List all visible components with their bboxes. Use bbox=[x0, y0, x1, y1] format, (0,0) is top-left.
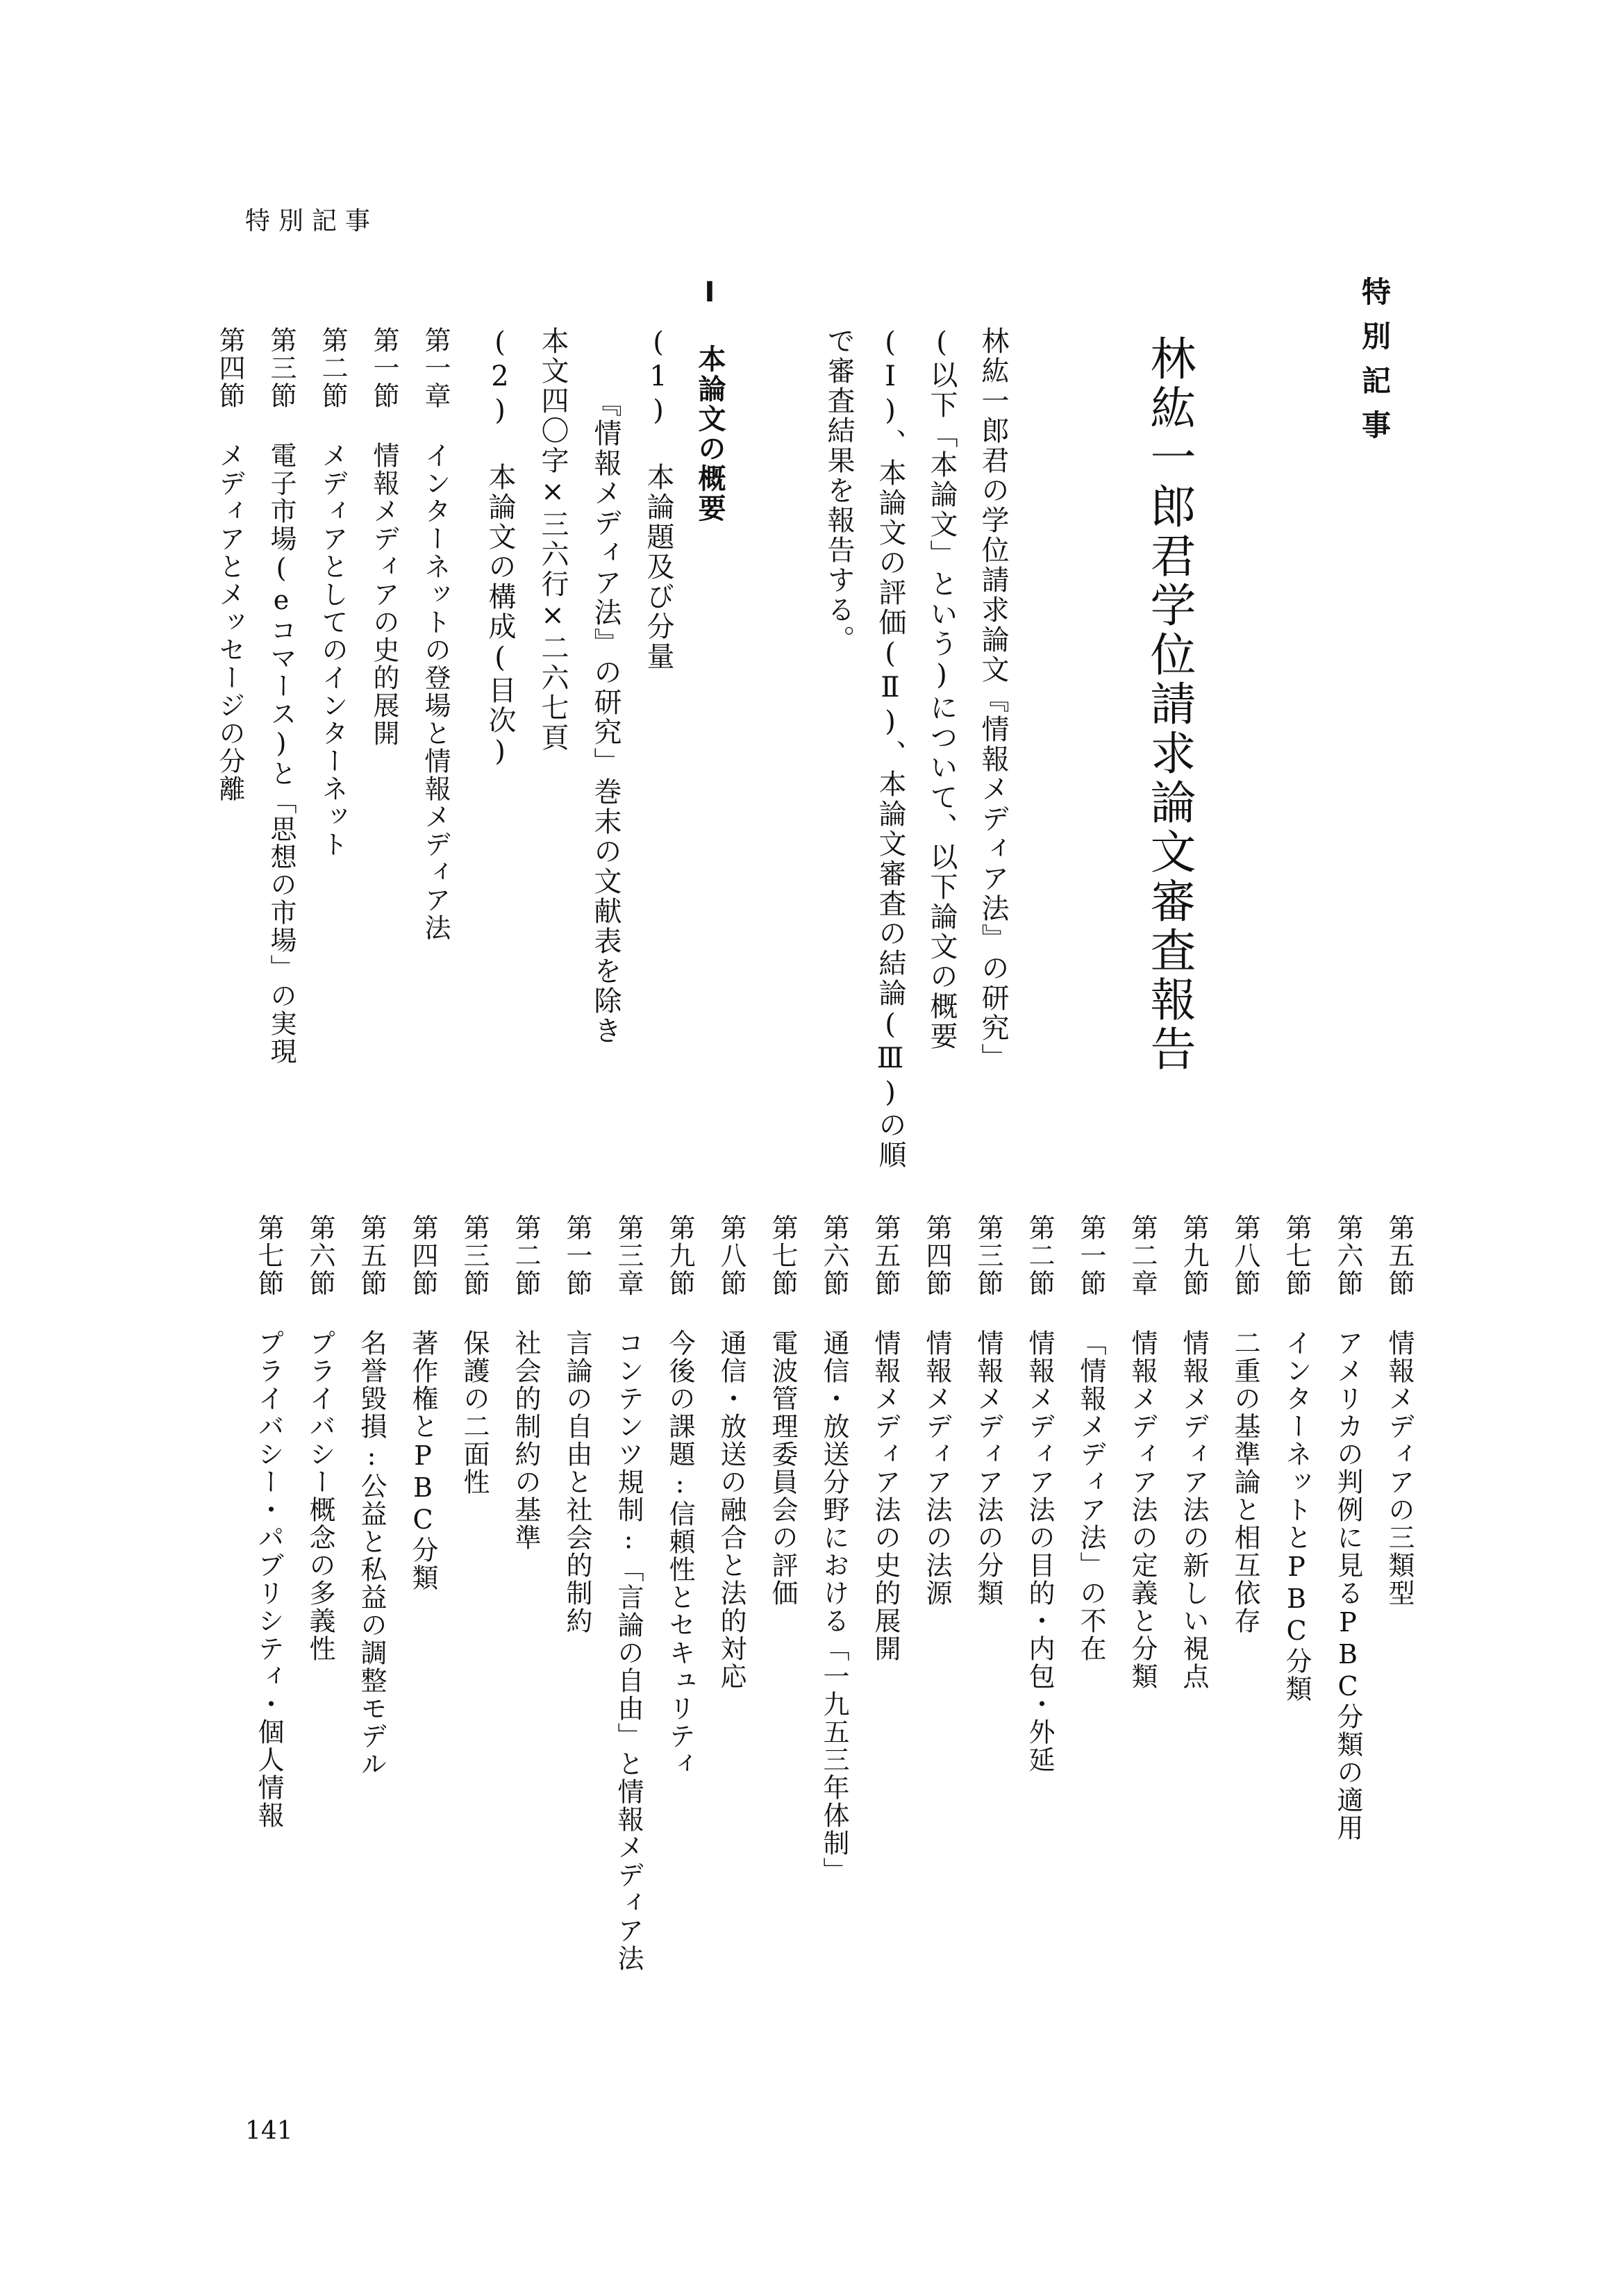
toc-item: 第三章 コンテンツ規制:「言論の自由」と情報メディア法 bbox=[613, 1214, 644, 1972]
toc-item: 第五節 情報メディア法の史的展開 bbox=[870, 1214, 901, 1663]
intro-line: で審査結果を報告する。 bbox=[823, 326, 855, 655]
toc-item: 第四節 情報メディア法の法源 bbox=[921, 1214, 952, 1607]
intro-line: (以下「本論文」という)について、以下論文の概要 bbox=[926, 326, 958, 1051]
toc-item: 第四節 著作権とPBC分類 bbox=[408, 1214, 438, 1592]
toc-item: 第八節 通信・放送の融合と法的対応 bbox=[716, 1214, 747, 1690]
toc-item: 第三節 情報メディア法の分類 bbox=[973, 1214, 1003, 1607]
toc-item: 第一節 言論の自由と社会的制約 bbox=[562, 1214, 592, 1635]
toc-item: 第一節 情報メディアの史的展開 bbox=[369, 326, 399, 747]
subsection-line: 本文四〇字×三六行×二六七頁 bbox=[537, 326, 569, 753]
toc-item: 第六節 アメリカの判例に見るPBC分類の適用 bbox=[1333, 1214, 1363, 1842]
subsection-heading: (2) 本論文の構成(目次) bbox=[484, 326, 516, 770]
toc-item: 第二節 メディアとしてのインターネット bbox=[317, 326, 348, 858]
toc-item: 第九節 今後の課題:信頼性とセキュリティ bbox=[665, 1214, 695, 1778]
toc-item: 第三節 電子市場(eコマース)と「思想の市場」の実現 bbox=[266, 326, 297, 1065]
toc-item: 第二節 情報メディア法の目的・内包・外延 bbox=[1024, 1214, 1055, 1774]
toc-item: 第一節 「情報メディア法」の不在 bbox=[1076, 1214, 1106, 1663]
header-tag: 特別記事 bbox=[1358, 276, 1392, 454]
toc-item: 第七節 電波管理委員会の評価 bbox=[767, 1214, 798, 1607]
toc-item: 第八節 二重の基準論と相互依存 bbox=[1230, 1214, 1260, 1635]
toc-item: 第二章 情報メディア法の定義と分類 bbox=[1127, 1214, 1158, 1690]
toc-item: 第一章 インターネットの登場と情報メディア法 bbox=[420, 326, 451, 942]
page-title: 林紘一郎君学位請求論文審査報告 bbox=[1142, 335, 1196, 1074]
toc-item: 第五節 情報メディアの三類型 bbox=[1384, 1214, 1415, 1607]
toc-item: 第七節 プライバシー・パブリシティ・個人情報 bbox=[253, 1214, 284, 1829]
toc-item: 第七節 インターネットとPBC分類 bbox=[1281, 1214, 1312, 1703]
toc-item: 第四節 メディアとメッセージの分離 bbox=[215, 326, 245, 803]
running-header: 特別記事 bbox=[245, 207, 379, 235]
toc-item: 第三節 保護の二面性 bbox=[459, 1214, 490, 1496]
section-heading: Ⅰ 本論文の概要 bbox=[694, 276, 726, 524]
intro-line: (Ⅰ)、本論文の評価(Ⅱ)、本論文審査の結論(Ⅲ)の順 bbox=[874, 326, 906, 1170]
subsection-heading: (1) 本論題及び分量 bbox=[642, 326, 674, 672]
page-number: 141 bbox=[245, 2117, 293, 2145]
subsection-line: 『情報メディア法』の研究」巻末の文献表を除き bbox=[590, 389, 622, 1046]
toc-item: 第六節 プライバシー概念の多義性 bbox=[305, 1214, 335, 1663]
toc-item: 第五節 名誉毀損:公益と私益の調整モデル bbox=[356, 1214, 387, 1778]
intro-line: 林紘一郎君の学位請求論文『情報メディア法』の研究」 bbox=[977, 326, 1009, 1073]
toc-item: 第九節 情報メディア法の新しい視点 bbox=[1178, 1214, 1209, 1690]
toc-item: 第二節 社会的制約の基準 bbox=[510, 1214, 541, 1552]
toc-item: 第六節 通信・放送分野における「一九五三年体制」 bbox=[819, 1214, 849, 1885]
